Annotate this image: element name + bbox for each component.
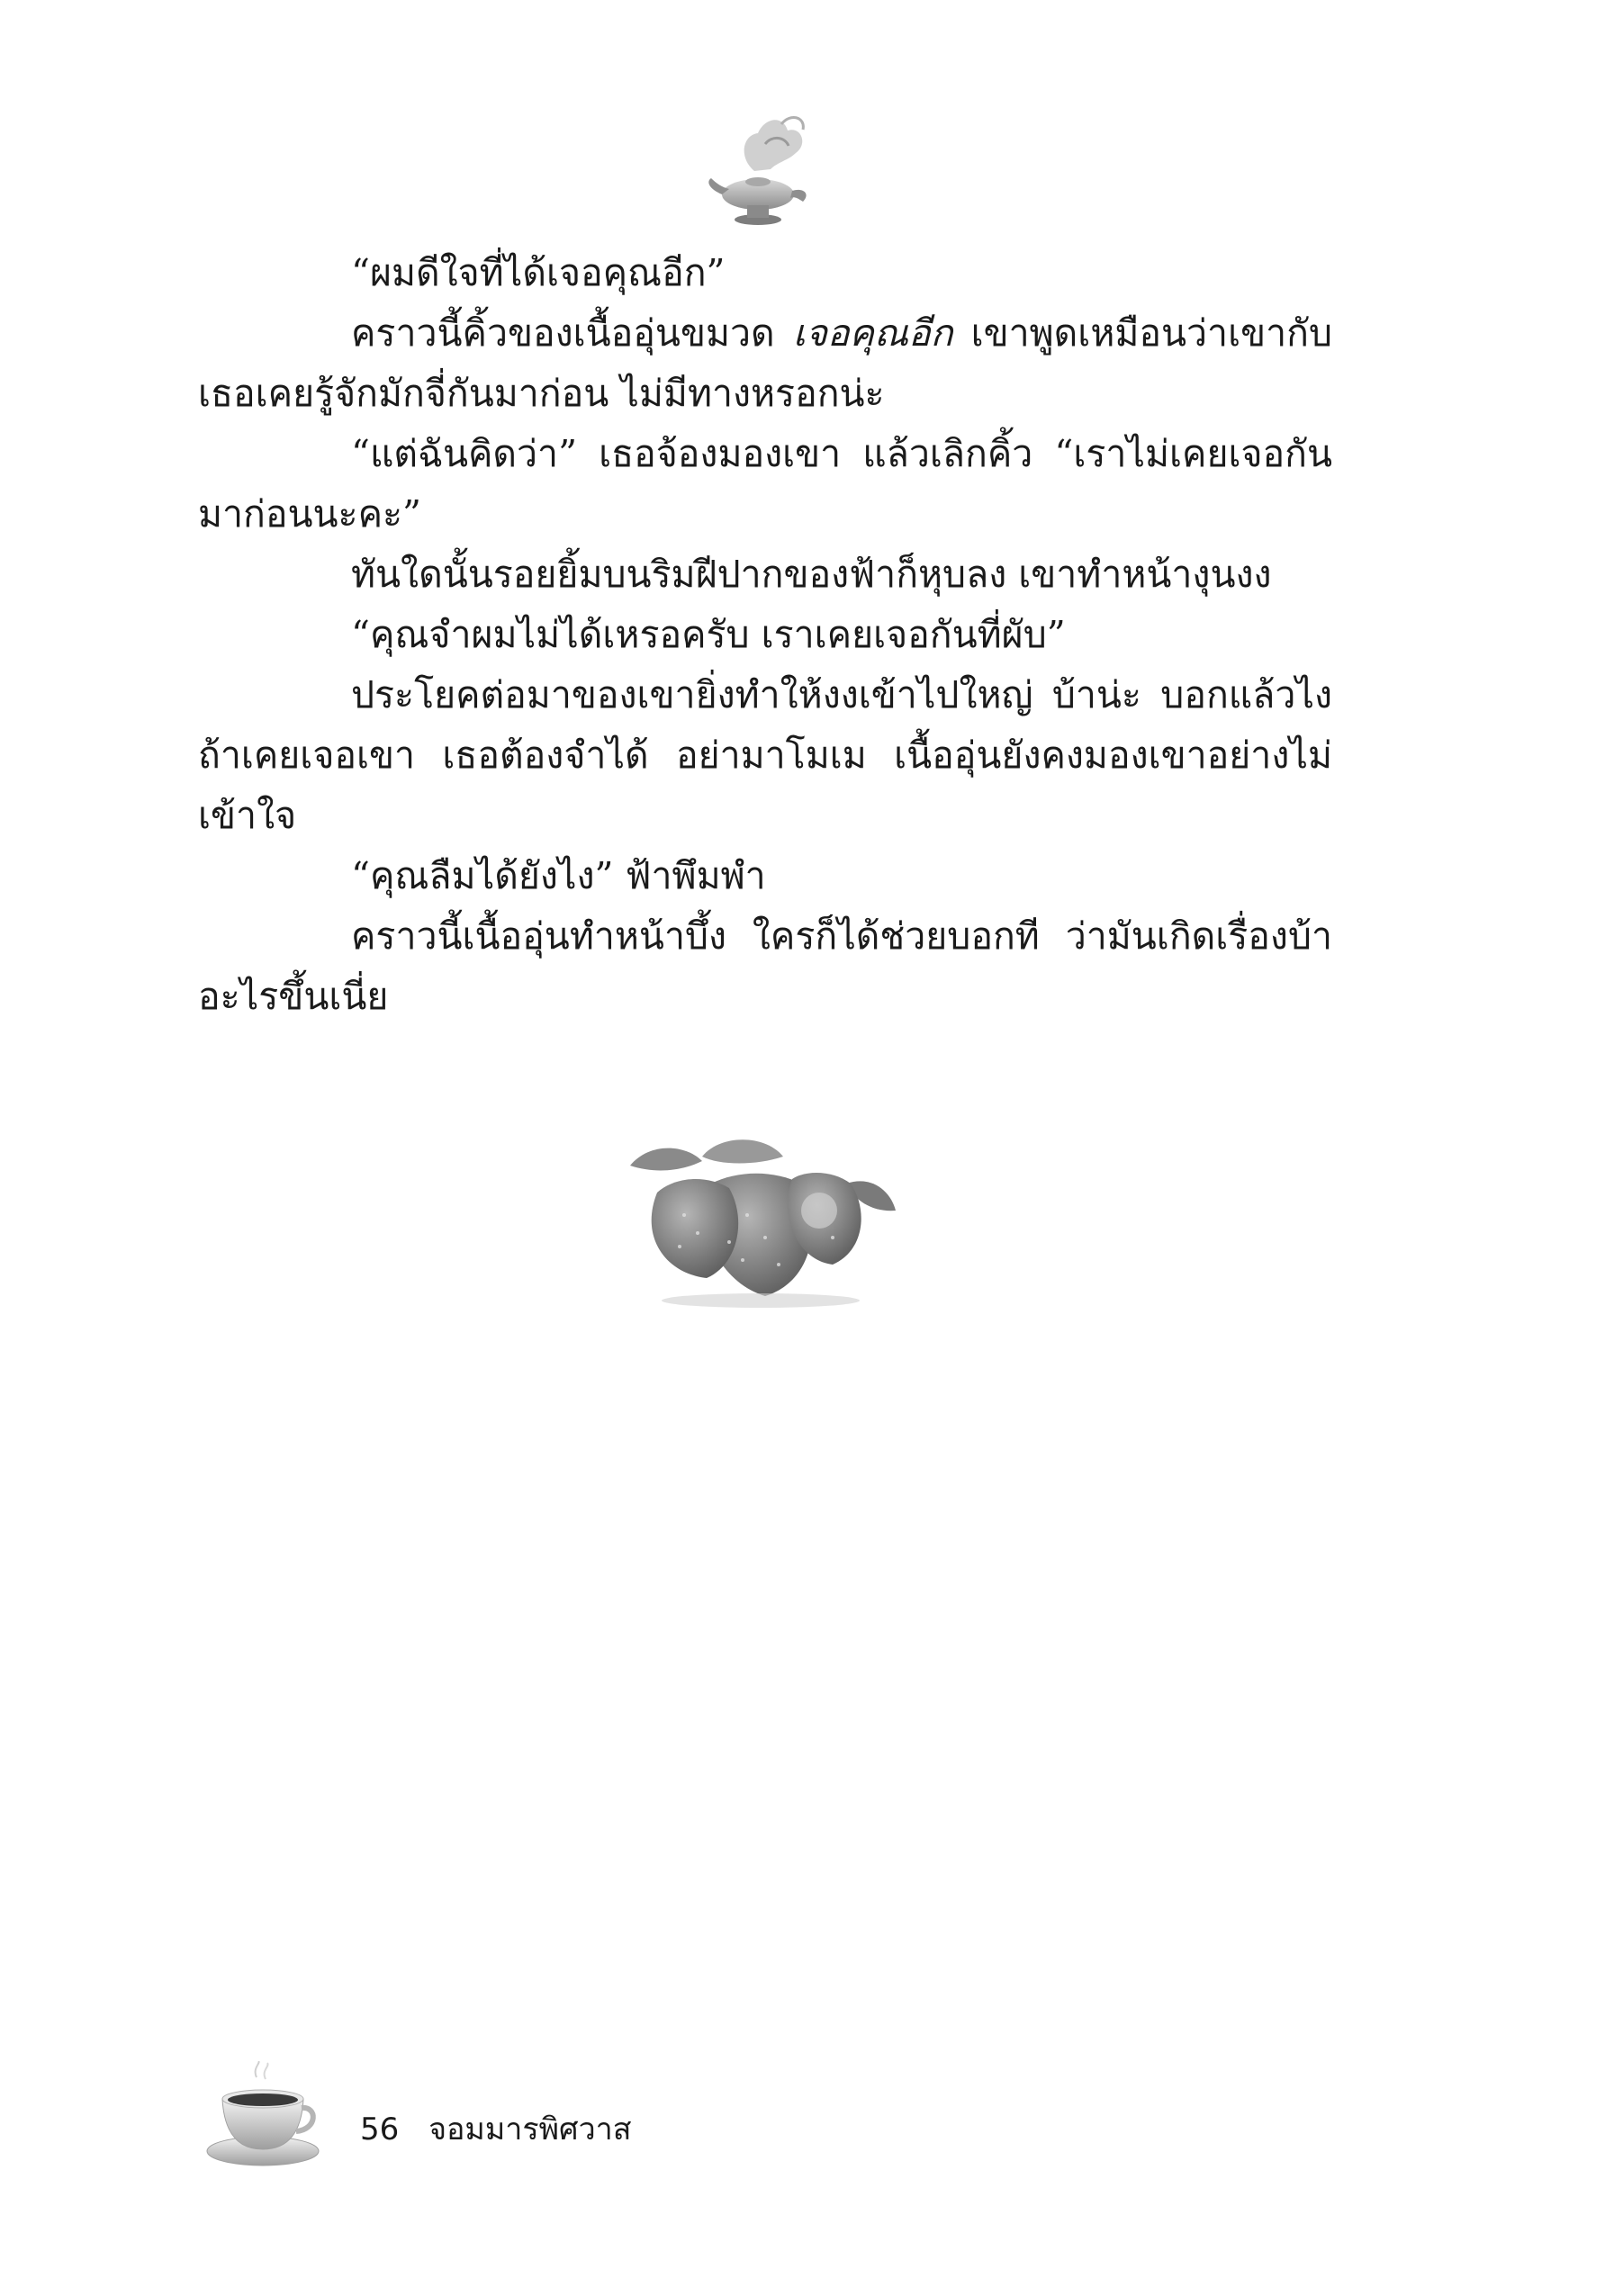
text-segment: เขาพูดเหมือนว่าเขากับเธอเคยรู้จักมักจี่กันมาก่อน ไม่มีทางหรอกน่ะ	[198, 311, 1332, 415]
strawberry-icon	[621, 1130, 909, 1310]
italic-text-segment: เจอคุณอีก	[792, 311, 953, 355]
text-segment: “คุณจำผมไม่ได้เหรอครับ เราเคยเจอกันที่ผับ”	[351, 613, 1066, 656]
text-segment: ประโยคต่อมาของเขายิ่งทำให้งงเข้าไปใหญ่ บ้าน่ะ บอกแล้วไง ถ้าเคยเจอเขา เธอต้องจำได้ อย่ามาโมเม เนื้ออุ่นยังคงมองเขาอย่างไม่เข้าใจ	[198, 673, 1332, 837]
book-title: จอมมารพิศวาส	[428, 2111, 632, 2147]
page-footer	[360, 2104, 632, 2153]
paragraph	[198, 424, 1332, 545]
text-segment: ทันใดนั้นรอยยิ้มบนริมฝีปากของฟ้าก็หุบลง เขาทำหน้างุนงง	[351, 553, 1272, 596]
story-text	[198, 243, 1332, 1027]
paragraph	[198, 243, 1332, 303]
page-number: 56	[360, 2111, 400, 2147]
paragraph	[198, 605, 1332, 665]
paragraph	[198, 303, 1332, 424]
teapot-lamp-icon	[702, 108, 819, 230]
text-segment: “ผมดีใจที่ได้เจอคุณอีก”	[351, 251, 726, 294]
paragraph	[198, 545, 1332, 605]
text-segment: คราวนี้เนื้ออุ่นทำหน้าบึ้ง ใครก็ได้ช่วยบอกที ว่ามันเกิดเรื่องบ้าอะไรขึ้นเนี่ย	[198, 914, 1332, 1018]
text-segment: “แต่ฉันคิดว่า” เธอจ้องมองเขา แล้วเลิกคิ้ว “เราไม่เคยเจอกันมาก่อนนะคะ”	[198, 432, 1332, 536]
paragraph	[198, 665, 1332, 846]
paragraph	[198, 906, 1332, 1027]
text-segment: “คุณลืมได้ยังไง” ฟ้าพึมพำ	[351, 854, 766, 897]
paragraph	[198, 846, 1332, 906]
text-segment: คราวนี้คิ้วของเนื้ออุ่นขมวด	[351, 311, 793, 355]
coffee-cup-icon	[203, 2061, 324, 2169]
